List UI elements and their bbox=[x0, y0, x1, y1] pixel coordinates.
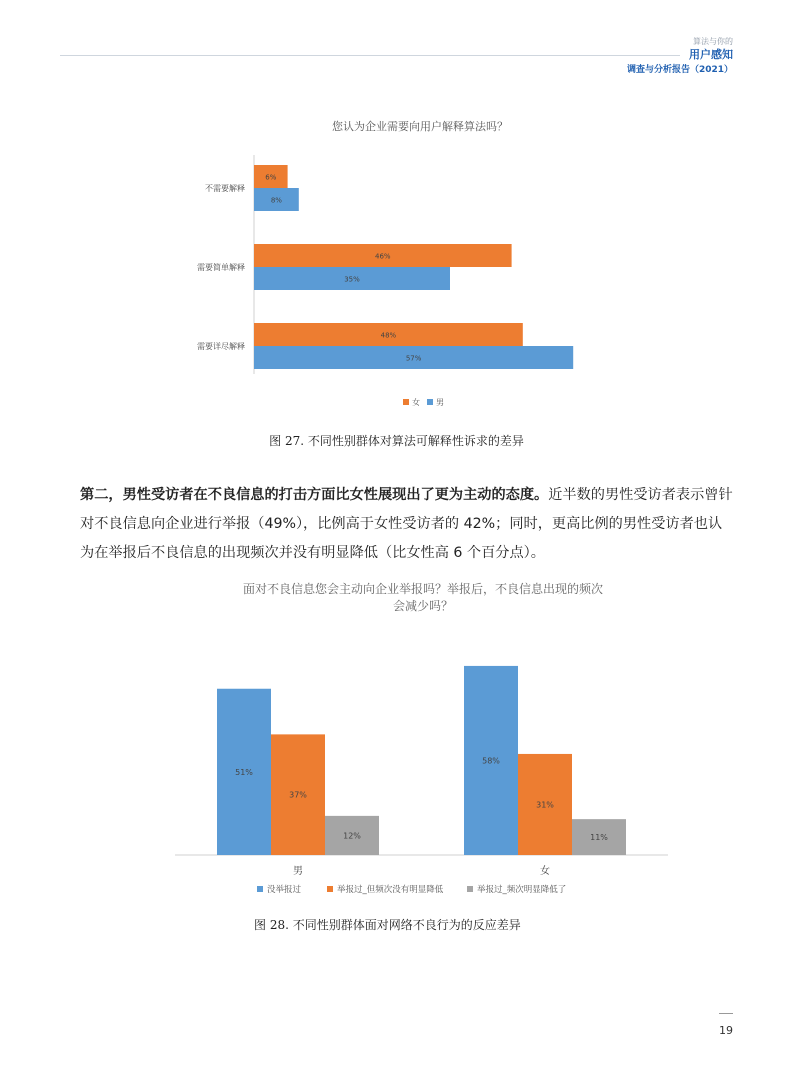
data-label: 51% bbox=[235, 767, 253, 777]
data-label: 31% bbox=[536, 800, 554, 810]
figure-28-chart bbox=[0, 560, 793, 910]
legend-label: 举报过_但频次没有明显降低 bbox=[337, 885, 444, 895]
data-label: 37% bbox=[289, 790, 307, 800]
legend-swatch-没举报过 bbox=[257, 886, 263, 892]
data-label: 8% bbox=[270, 196, 282, 205]
data-label: 35% bbox=[344, 275, 360, 284]
data-label: 57% bbox=[405, 354, 422, 363]
data-label: 12% bbox=[343, 831, 361, 841]
category-label: 需要详尽解释 bbox=[197, 342, 245, 351]
chart-title-line: 面对不良信息您会主动向企业举报吗？举报后，不良信息出现的频次 bbox=[242, 582, 604, 596]
legend-label: 男 bbox=[436, 398, 444, 407]
header-supertitle: 算法与你的 bbox=[693, 37, 733, 46]
header-title: 用户感知 bbox=[689, 48, 733, 61]
data-label: 11% bbox=[590, 833, 608, 843]
figure-27-chart bbox=[0, 0, 793, 420]
legend-swatch-女 bbox=[403, 399, 409, 405]
paragraph-lead: 第二，男性受访者在不良信息的打击方面比女性展现出了更为主动的态度。 bbox=[80, 487, 549, 503]
figure-27-caption: 图 27. 不同性别群体对算法可解释性诉求的差异 bbox=[269, 434, 524, 448]
legend-label: 举报过_频次明显降低了 bbox=[477, 885, 567, 895]
category-label: 需要简单解释 bbox=[197, 263, 245, 272]
data-label: 48% bbox=[380, 331, 397, 340]
data-label: 58% bbox=[482, 756, 500, 766]
chart-title: 您认为企业需要向用户解释算法吗？ bbox=[332, 120, 508, 133]
data-label: 6% bbox=[265, 173, 277, 182]
paragraph-text: 近半数的男性受访者表示曾针对不良信息向企业进行举报（49%），比例高于女性受访者的 42%；同时，更高比例的男性受访者也认为在举报后不良信息的出现频次并没有明显降低（比女性高 6 个百分点）。 bbox=[80, 487, 733, 561]
legend-label: 没举报过 bbox=[267, 885, 302, 895]
category-label: 男 bbox=[293, 866, 303, 877]
data-label: 46% bbox=[375, 252, 391, 261]
legend-label: 女 bbox=[412, 398, 420, 407]
figure-28-caption: 图 28. 不同性别群体面对网络不良行为的反应差异 bbox=[254, 918, 521, 932]
header-subtitle: 调查与分析报告（2021） bbox=[626, 65, 733, 75]
page-number-rule bbox=[719, 1013, 733, 1014]
legend-swatch-举报过_但频次没有明显降低 bbox=[327, 886, 333, 892]
category-label: 女 bbox=[540, 866, 550, 877]
body-paragraph bbox=[80, 481, 736, 568]
legend-swatch-男 bbox=[427, 399, 433, 405]
legend-swatch-举报过_频次明显降低了 bbox=[467, 886, 473, 892]
chart-title-line: 会减少吗？ bbox=[392, 599, 454, 613]
category-label: 不需要解释 bbox=[205, 184, 245, 193]
page-number: 19 bbox=[719, 1024, 733, 1037]
